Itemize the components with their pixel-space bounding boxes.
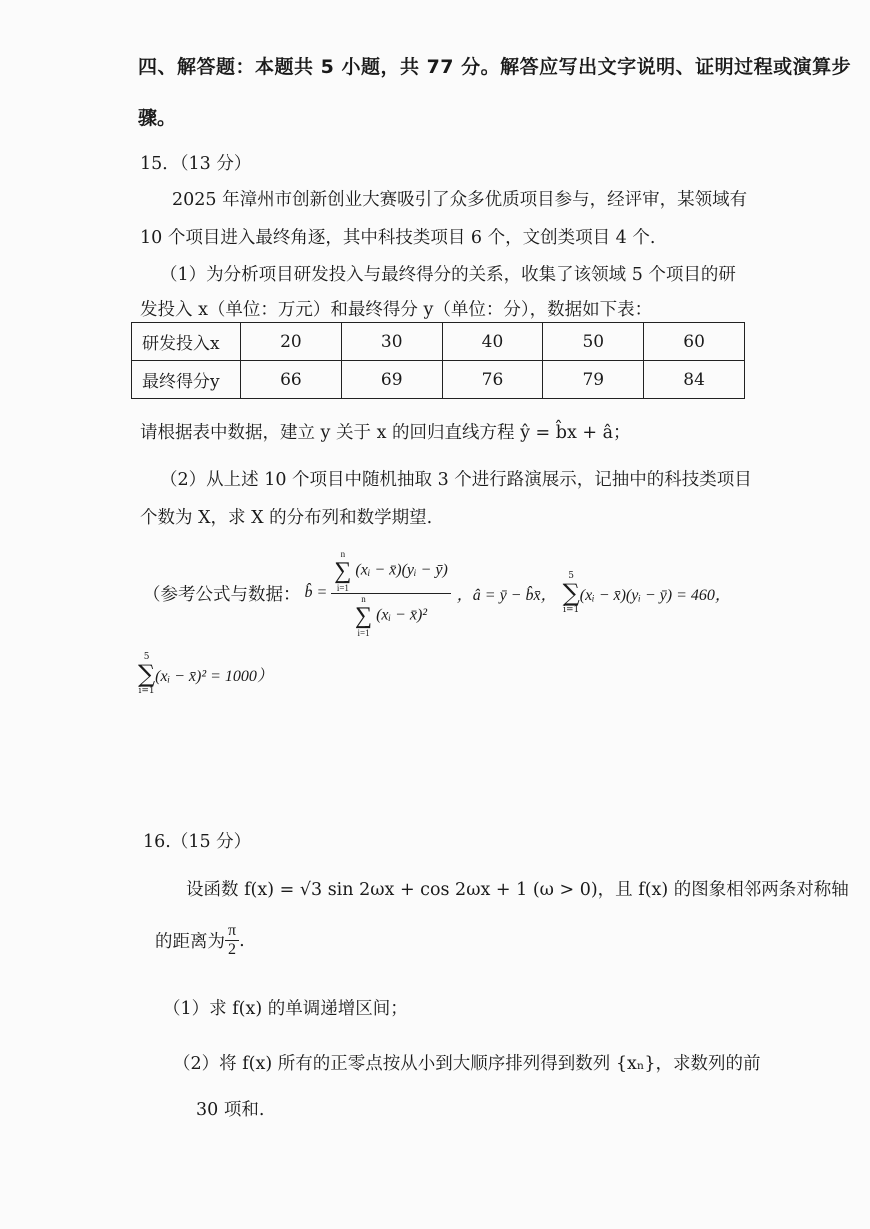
table-cell: 66	[241, 361, 342, 399]
sum-lower-limit: i=1	[138, 686, 155, 696]
table-cell: 60	[644, 323, 745, 361]
table-row	[132, 323, 745, 361]
sigma-symbol: ∑	[138, 660, 156, 688]
sum-lower-limit: i=1	[357, 627, 370, 638]
pi-over-two-fraction	[225, 922, 239, 959]
table-cell: 79	[543, 361, 644, 399]
q16-part2-line2: 30 项和.	[196, 1100, 265, 1120]
data-table	[131, 322, 745, 399]
sum-upper-limit: n	[340, 548, 346, 559]
denominator-expression: (xᵢ − x̄)²	[376, 606, 428, 624]
q15-part2-line2: 个数为 X，求 X 的分布列和数学期望.	[140, 508, 433, 528]
section-heading-continued: 骤。	[138, 107, 177, 129]
table-row-header: 研发投入x	[132, 323, 241, 361]
sum-symbol	[563, 571, 580, 615]
q15-part2-line1: （2）从上述 10 个项目中随机抽取 3 个进行路演展示，记抽中的科技类项目	[160, 470, 752, 490]
reference-formulas	[143, 538, 731, 648]
table-cell: 84	[644, 361, 745, 399]
reference-data-line2	[138, 652, 273, 696]
sum-upper-limit: 5	[143, 652, 150, 662]
table-row-header: 最终得分y	[132, 361, 241, 399]
fraction-numerator: π	[225, 922, 239, 941]
numerator-expression: (xᵢ − x̄)(yᵢ − ȳ)	[355, 561, 448, 579]
sum-symbol	[138, 652, 155, 696]
q16-stem-prefix: 的距离为	[155, 932, 225, 952]
sum-upper-limit: 5	[568, 571, 575, 581]
sigma-symbol: ∑	[334, 557, 352, 584]
q15-part1-task: 请根据表中数据，建立 y 关于 x 的回归直线方程 ŷ = b̂x + â；	[140, 423, 631, 443]
sum-lower-limit: i=1	[336, 582, 349, 593]
q15-part1-line2: 发投入 x（单位：万元）和最终得分 y（单位：分），数据如下表：	[140, 300, 653, 320]
a-hat-formula: ，â = ȳ − b̂x̄，	[456, 586, 557, 604]
q15-intro-line1: 2025 年漳州市创新创业大赛吸引了众多优质项目参与，经评审，某领域有	[172, 190, 748, 210]
fraction-numerator	[331, 549, 450, 594]
sum-lower-limit: i=1	[563, 605, 580, 615]
sigma-symbol: ∑	[562, 579, 580, 607]
q16-part2-line1: （2）将 f(x) 所有的正零点按从小到大顺序排列得到数列 {xₙ}，求数列的前	[173, 1054, 761, 1074]
sigma-symbol: ∑	[354, 602, 373, 629]
data-sum-squares: (xᵢ − x̄)² = 1000）	[155, 667, 273, 685]
q16-stem-suffix: .	[239, 930, 245, 951]
table-cell: 76	[442, 361, 543, 399]
table-cell: 50	[543, 323, 644, 361]
q15-part1-line1: （1）为分析项目研发投入与最终得分的关系，收集了该领域 5 个项目的研	[160, 265, 736, 285]
fraction-denominator: 2	[228, 941, 237, 958]
table-cell: 20	[241, 323, 342, 361]
q16-number: 16.（15 分）	[143, 832, 252, 852]
q15-number: 15．（13 分）	[140, 154, 252, 174]
q15-intro-line2: 10 个项目进入最终角逐，其中科技类项目 6 个，文创类项目 4 个.	[140, 228, 656, 248]
fraction-denominator	[331, 594, 450, 638]
table-row	[132, 361, 745, 399]
q16-stem-line1: 设函数 f(x) = √3 sin 2ωx + cos 2ωx + 1 (ω > 0)，且 f(x) 的图象相邻两条对称轴	[186, 880, 849, 900]
b-hat-symbol: b̂ =	[304, 584, 328, 601]
section-heading: 四、解答题：本题共 5 小题，共 77 分。解答应写出文字说明、证明过程或演算步	[138, 56, 852, 78]
table-cell: 69	[341, 361, 442, 399]
reference-label: （参考公式与数据：	[143, 584, 301, 605]
sum-upper-limit: n	[361, 593, 366, 604]
b-hat-fraction	[331, 549, 450, 638]
table-cell: 30	[341, 323, 442, 361]
q16-part1: （1）求 f(x) 的单调递增区间；	[163, 999, 408, 1019]
data-sum-product: (xᵢ − x̄)(yᵢ − ȳ) = 460，	[579, 586, 731, 604]
q16-stem-line2	[155, 922, 245, 959]
table-cell: 40	[442, 323, 543, 361]
